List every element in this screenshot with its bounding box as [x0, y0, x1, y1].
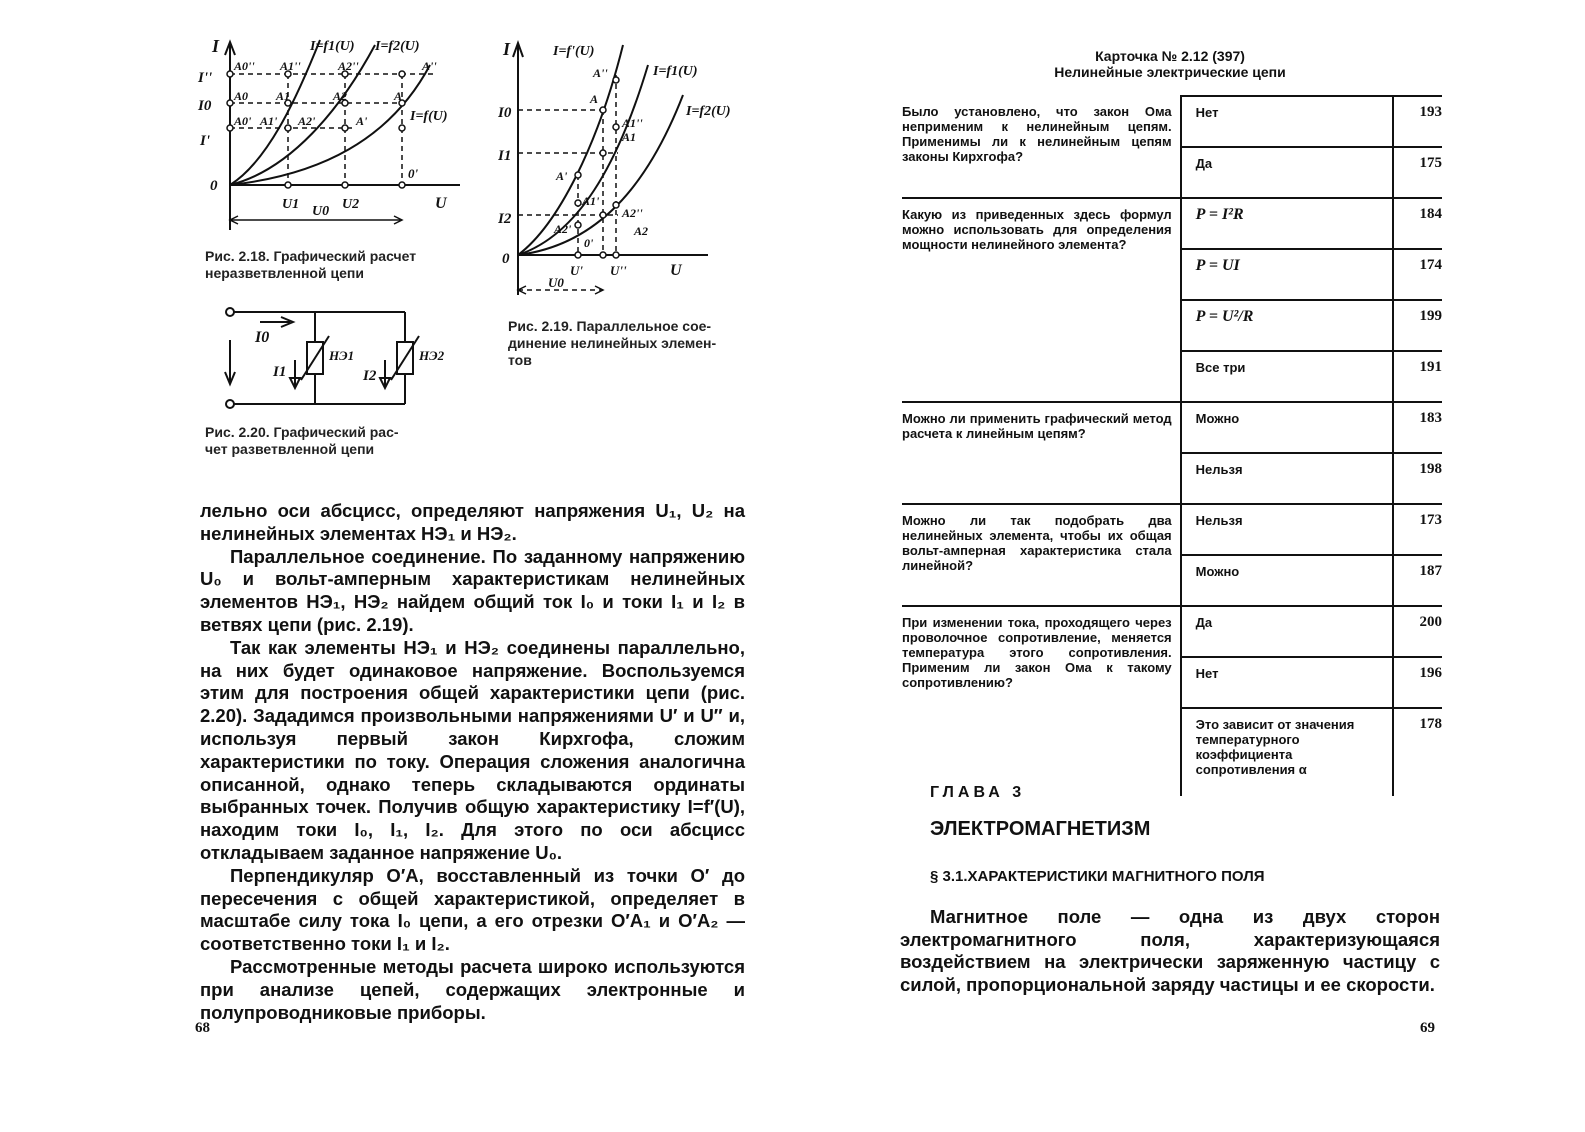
page-number: 69: [1420, 1020, 1435, 1036]
fig18-label-A1: A1: [276, 89, 291, 103]
fig19-label-O: 0: [502, 251, 510, 267]
fig18-label-I0: I0: [198, 98, 212, 114]
card-answer: Да: [1181, 606, 1394, 657]
fig18-label-Ap: A': [356, 114, 368, 128]
fig19-caption: [508, 318, 743, 369]
fig18-label-A2: A2: [333, 89, 348, 103]
card-answer-code: 178: [1393, 708, 1442, 796]
figure-2-19: [498, 35, 758, 305]
card-answer-code: 173: [1393, 504, 1442, 555]
fig20-label-NE1: НЭ1: [329, 348, 355, 363]
card-title: Карточка № 2.12 (397): [1095, 48, 1245, 64]
fig19-label-A2pp: A2'': [622, 206, 643, 220]
card-answer-code: 183: [1393, 402, 1442, 453]
page-number: 68: [195, 1020, 210, 1036]
figure-2-18: [190, 30, 480, 240]
card-answer: Все три: [1181, 351, 1394, 402]
card-question: Какую из приведенных здесь формул можно использовать для определения мощности нелинейного элемента?: [902, 198, 1181, 402]
card-answer: Нет: [1181, 96, 1394, 147]
fig19-caption-line: Рис. 2.19. Параллельное сое-: [508, 318, 712, 334]
card-answer-code: 198: [1393, 453, 1442, 504]
fig18-label-O: 0: [210, 178, 218, 194]
card-row: [902, 606, 1442, 657]
fig18-label-Op: 0': [408, 166, 419, 181]
left-body-text: [200, 500, 745, 1024]
paragraph: Параллельное соединение. По заданному напряжению U₀ и вольт-амперным характеристикам нелинейных элементов НЭ₁, НЭ₂ найдем общий ток I₀ и токи I₁ и I₂ в ветвях цепи (рис. 2.19).: [200, 545, 745, 635]
fig18-caption: [205, 248, 460, 282]
fig19-label-Ap: A': [556, 169, 568, 183]
card-question: Было установлено, что закон Ома неприменим к нелинейным цепям. Применимы ли к нелинейным цепям законы Кирхгофа?: [902, 104, 1172, 164]
fig18-label-f: I=f(U): [410, 109, 448, 124]
card-question: Можно ли применить графический метод расчета к линейным цепям?: [902, 402, 1181, 504]
fig19-label-f1: I=f1(U): [653, 64, 698, 79]
fig19-label-Op: 0': [584, 236, 594, 250]
card-answer-code: 199: [1393, 300, 1442, 351]
card-answer: Да: [1181, 147, 1394, 198]
card-answer-code: 184: [1393, 198, 1442, 249]
fig19-label-A2: A2: [634, 224, 649, 238]
fig18-label-U: U: [435, 195, 447, 212]
fig19-label-I: I: [503, 39, 511, 59]
fig19-label-I2: I2: [498, 211, 512, 227]
fig19-label-App: A'': [593, 66, 608, 80]
paragraph: Рассмотренные методы расчета широко используются при анализе цепей, содержащих электронные и полупроводниковые приборы.: [200, 955, 745, 1023]
chapter-title: ЭЛЕКТРОМАГНЕТИЗМ: [930, 818, 1151, 840]
fig19-label-fp: I=f'(U): [553, 44, 595, 59]
fig19-label-I1: I1: [498, 148, 512, 164]
chapter-label: ГЛАВА 3: [930, 784, 1026, 801]
fig20-caption-line: чет разветвленной цепи: [205, 441, 375, 457]
card-answer: P = UI: [1181, 249, 1394, 300]
fig18-caption-line: неразветвленной цепи: [205, 265, 364, 281]
fig19-label-U: U: [670, 262, 682, 279]
fig18-label-A0pp: A0'': [234, 59, 255, 73]
fig20-label-NE2: НЭ2: [419, 348, 445, 363]
left-page: [0, 0, 790, 1132]
fig18-label-U1: U1: [282, 197, 300, 212]
figure-2-20: [215, 300, 445, 415]
card-answer: Нет: [1181, 657, 1394, 708]
paragraph: Магнитное поле — одна из двух сторон электромагнитного поля, характеризующаяся воздействием на электрически заряженную частицу с силой, пропорциональной заряду частицы и ее скорости.: [900, 906, 1440, 995]
fig18-label-App: A'': [422, 59, 437, 73]
fig18-label-A2p: A2': [298, 114, 316, 128]
section-title: § 3.1.ХАРАКТЕРИСТИКИ МАГНИТНОГО ПОЛЯ: [930, 868, 1265, 885]
card-question: При изменении тока, проходящего через проволочное сопротивление, меняется температура этого сопротивления. Применим ли закон Ома к такому сопротивлению?: [902, 606, 1181, 796]
fig18-label-U0: U0: [312, 204, 330, 219]
fig18-label-I1: I': [200, 133, 211, 149]
card-answer: Можно: [1181, 402, 1394, 453]
fig18-label-I2: I'': [198, 70, 213, 86]
card-subtitle: Нелинейные электрические цепи: [1054, 64, 1286, 80]
fig20-label-I1: I1: [273, 364, 287, 380]
card-answer-code: 193: [1393, 96, 1442, 147]
card-answer: P = I²R: [1181, 198, 1394, 249]
fig19-label-A1: A1: [622, 130, 637, 144]
card-answer: Можно: [1181, 555, 1394, 606]
card-question: Можно ли так подобрать два нелинейных элемента, чтобы их общая вольт-амперная характеристика стала линейной?: [902, 504, 1181, 606]
fig18-label-A0: A0: [234, 89, 249, 103]
card-row: [902, 402, 1442, 453]
card-answer-code: 175: [1393, 147, 1442, 198]
card-answer: Нельзя: [1181, 453, 1394, 504]
fig19-label-A: A: [590, 92, 599, 106]
fig19-label-Upp: U'': [610, 263, 627, 278]
card-row: [902, 504, 1442, 555]
card-header: [970, 48, 1370, 80]
fig19-label-A1p: A1': [582, 194, 600, 208]
fig19-label-f2: I=f2(U): [686, 104, 731, 119]
fig18-label-I: I: [212, 36, 220, 56]
fig20-caption: [205, 424, 445, 458]
fig18-label-A0p: A0': [234, 114, 252, 128]
fig19-label-A2p: A2': [554, 222, 572, 236]
fig19-label-I0: I0: [498, 105, 512, 121]
fig18-caption-line: Рис. 2.18. Графический расчет: [205, 248, 417, 264]
fig18-label-A2pp: A2'': [338, 59, 359, 73]
right-body-text: [900, 906, 1440, 996]
fig19-label-Up: U': [570, 263, 583, 278]
card-row: [902, 198, 1442, 249]
fig19-caption-line: тов: [508, 352, 532, 368]
card-answer-code: 200: [1393, 606, 1442, 657]
fig18-label-U2: U2: [342, 197, 360, 212]
fig18-label-f2: I=f2(U): [375, 39, 420, 54]
fig20-label-I2: I2: [363, 368, 377, 384]
fig19-label-A1pp: A1'': [622, 116, 643, 130]
card-answer: Нельзя: [1181, 504, 1394, 555]
fig18-label-A: A: [394, 89, 403, 103]
card-answer: Это зависит от значения температурного коэффициента сопротивления α: [1181, 708, 1394, 796]
card-answer: P = U²/R: [1181, 300, 1394, 351]
paragraph: лельно оси абсцисс, определяют напряжения U₁, U₂ на нелинейных элементах НЭ₁ и НЭ₂.: [200, 500, 745, 544]
card-row: [902, 96, 1442, 147]
card-table: [902, 95, 1442, 796]
card-answer-code: 191: [1393, 351, 1442, 402]
card-answer-code: 196: [1393, 657, 1442, 708]
fig20-caption-line: Рис. 2.20. Графический рас-: [205, 424, 399, 440]
fig19-label-U0: U0: [548, 275, 564, 290]
fig18-label-A1p: A1': [260, 114, 278, 128]
fig18-label-A1pp: A1'': [280, 59, 301, 73]
right-page: [790, 0, 1585, 1132]
fig18-label-f1: I=f1(U): [310, 39, 355, 54]
fig20-label-I0: I0: [255, 329, 270, 346]
card-answer-code: 187: [1393, 555, 1442, 606]
paragraph: Так как элементы НЭ₁ и НЭ₂ соединены параллельно, на них будет одинаковое напряжение. Воспользуемся этим для построения общей характеристики цепи (рис. 2.20). Зададимся произвольными напряжениями U′ и U″ и, используя первый закон Кирхгофа, сложим характеристики по току. Операция сложения аналогична описанной, однако теперь складываются ординаты выбранных точек. Получив общую характеристику I=f′(U), находим токи I₀, I₁, I₂. Для этого по оси абсцисс откладываем заданное напряжение U₀.: [200, 636, 745, 863]
fig19-caption-line: динение нелинейных элемен-: [508, 335, 717, 351]
card-answer-code: 174: [1393, 249, 1442, 300]
paragraph: Перпендикуляр O′A, восставленный из точки O′ до пересечения с общей характеристикой, определяет в масштабе силу тока I₀ цепи, а его отрезки O′A₁ и O′A₂ — соответственно токи I₁ и I₂.: [200, 864, 745, 955]
